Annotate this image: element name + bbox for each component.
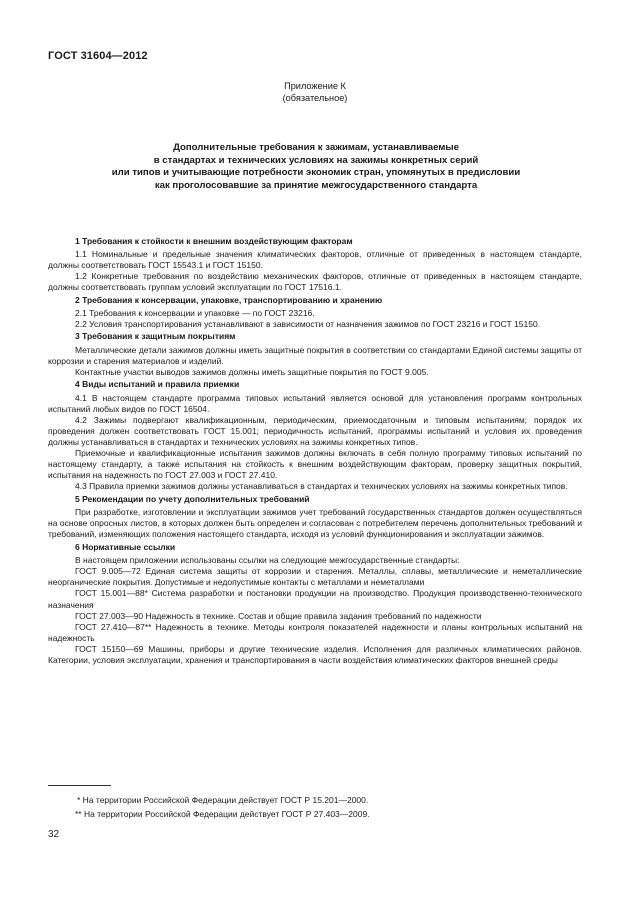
main-title	[40, 142, 592, 192]
main-title-line: Дополнительные требования к зажимам, устанавливаемые	[173, 142, 459, 153]
paragraph: Приемочные и квалификационные испытания зажимов должны включать в себя полную программу типовых испытаний по настоящему стандарту, а также испытания на стойкость к внешним воздействующим факторам, проверку защитных покрытий, испытания на надежность по ГОСТ 27.003 и ГОСТ 27.410.	[48, 448, 582, 481]
paragraph: 2.1 Требования к консервации и упаковке — по ГОСТ 23216.	[75, 307, 315, 318]
reference-item: ГОСТ 27.003—90 Надежность в технике. Состав и общие правила задания требований по надежности	[75, 610, 482, 621]
section-heading: 2 Требования к консервации, упаковке, транспортированию и хранению	[75, 294, 383, 305]
section-heading: 4 Виды испытаний и правила приемки	[75, 379, 240, 390]
annex-status: (обязательное)	[282, 93, 348, 103]
paragraph: В настоящем приложении использованы ссылки на следующие межгосударственные стандарты:	[75, 555, 460, 566]
paragraph: 4.1 В настоящем стандарте программа типовых испытаний является основой для установления программ контрольных испытаний любых видов по ГОСТ 16504.	[48, 392, 582, 414]
paragraph: При разработке, изготовлении и эксплуатации зажимов учет требований государственных стандартов должен осуществляться на основе опросных листов, в которых должен быть определен и согласован с потребителем перечень дополнительных требований и требований, изменяющих положения настоящего стандарта, исходя из условий функционирования и эксплуатации зажимов.	[48, 507, 582, 540]
reference-item: ГОСТ 15.001—88* Система разработки и постановки продукции на производство. Продукция производственно-технического назначения	[48, 588, 582, 610]
annex-header	[0, 80, 630, 104]
reference-item: ГОСТ 15150—69 Машины, приборы и другие технические изделия. Исполнения для различных климатических районов. Категории, условия эксплуатации, хранения и транспортирования в части воздействия климатических факторов внешней среды	[48, 643, 582, 666]
reference-item: ГОСТ 9.005—72 Единая система защиты от коррозии и старения. Металлы, сплавы, металлические и неметаллические неорганические покрытия. Допустимые и недопустимые контакты с металлами и неметаллами	[48, 566, 582, 588]
paragraph: 1.2 Конкретные требования по воздействию механических факторов, отличные от приведенных в настоящем стандарте, должны соответствовать группам условий эксплуатации по ГОСТ 17516.1.	[48, 270, 582, 292]
section-heading: 6 Нормативные ссылки	[75, 541, 176, 552]
footnote-divider	[48, 785, 111, 786]
footnote: * На территории Российской Федерации действует ГОСТ Р 15.201—2000.	[77, 795, 369, 805]
paragraph: 4.2 Зажимы подвергают квалификационным, периодическим, приемосдаточным и типовым испытаниям; порядок их проведения должен соответствовать ГОСТ 15.001; периодичность испытаний, программы испытаний и условия их проведения должны устанавливаться в стандартах и технических условиях на зажимы конкретных типов.	[48, 414, 582, 448]
main-title-line: или типов и учитывающие потребности экономик стран, упомянутых в предисловии	[111, 167, 521, 179]
main-title-line: в стандартах и технических условиях на зажимы конкретных серий	[153, 154, 479, 166]
paragraph: 1.1 Номинальные и предельные значения климатических факторов, отличные от приведенных в настоящем стандарте, должны соответствовать ГОСТ 15543.1 и ГОСТ 15150.	[48, 248, 582, 270]
paragraph: 4.3 Правила приемки зажимов должны устанавливаться в стандартах и технических условиях на зажимы конкретных типов.	[75, 481, 568, 492]
main-title-line: как проголосовавшие за принятие межгосударственного стандарта	[154, 179, 478, 191]
paragraph: Контактные участки выводов зажимов должны иметь защитные покрытия по ГОСТ 9.005.	[75, 366, 429, 377]
section-heading: 5 Рекомендации по учету дополнительных требований	[75, 494, 310, 504]
paragraph: 2.2 Условия транспортирования устанавливают в зависимости от назначения зажимов по ГОСТ 23216 и ГОСТ 15150.	[75, 318, 541, 329]
paragraph: Металлические детали зажимов должны иметь защитные покрытия в соответствии со стандартами Единой системы защиты от коррозии и старения материалов и изделий.	[48, 344, 582, 366]
reference-item: ГОСТ 27.410—87** Надежность в технике. Методы контроля показателей надежности и планы контрольных испытаний на надежность	[48, 621, 582, 643]
page-number: 32	[48, 829, 60, 840]
section-heading: 3 Требования к защитным покрытиям	[75, 331, 236, 342]
footnote: ** На территории Российской Федерации действует ГОСТ Р 27.403—2009.	[75, 809, 370, 819]
document-id: ГОСТ 31604—2012	[48, 50, 148, 62]
footnotes	[48, 793, 582, 821]
section-heading: 1 Требования к стойкости к внешним воздействующим факторам	[75, 235, 353, 246]
annex-title: Приложение К	[284, 81, 346, 91]
document-body	[48, 234, 582, 666]
